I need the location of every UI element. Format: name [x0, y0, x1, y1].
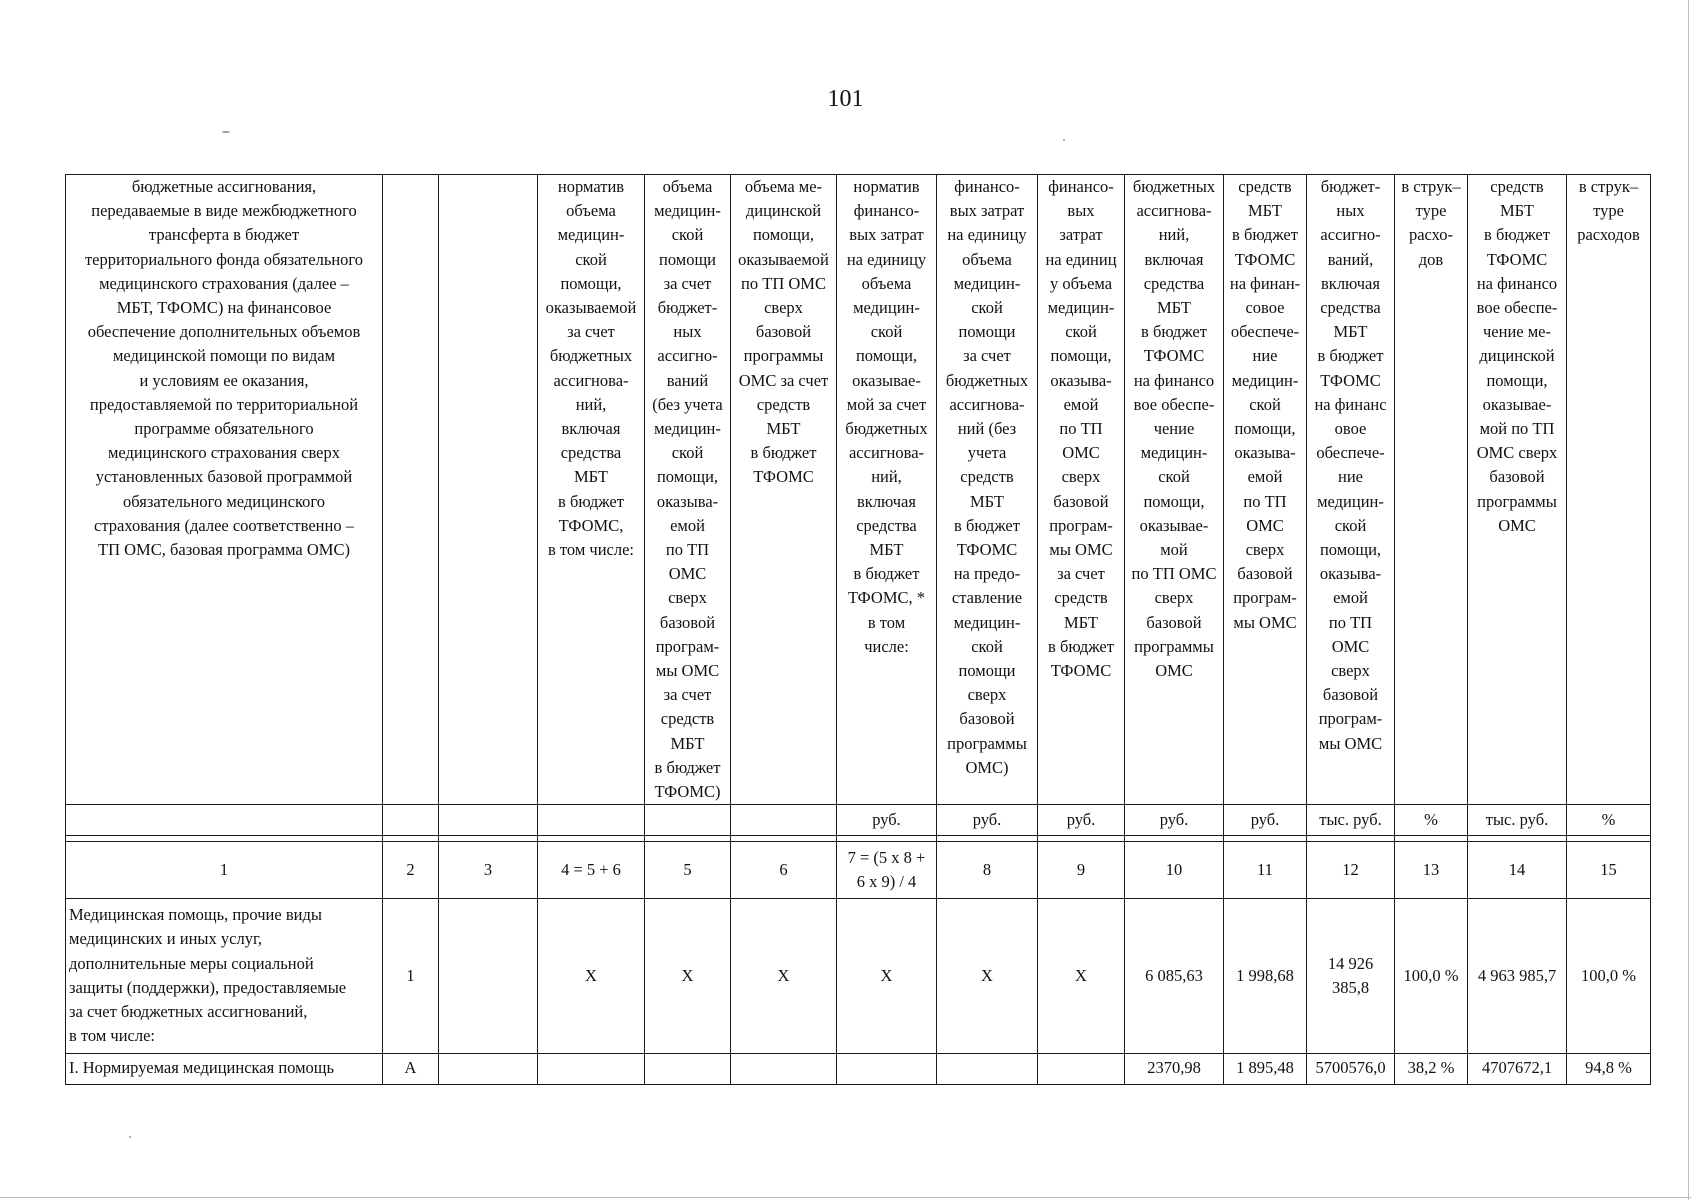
table-cell	[538, 1053, 645, 1084]
column-number: 4 = 5 + 6	[538, 842, 645, 899]
header-cell: финансо- вых затрат на единиц у объема медицин- ской помощи, оказыва- емой по ТП ОМС сверх базовой програм- мы ОМС за счет средств МБТ в бюджет ТФОМС	[1038, 175, 1125, 805]
unit-cell: %	[1395, 805, 1468, 836]
header-cell: финансо- вых затрат на единицу объема медицин- ской помощи за счет бюджетных ассигнова- ний (без учета средств МБТ в бюджет ТФОМС на предо- ставление медицин- ской помощи сверх базовой программы ОМС)	[937, 175, 1038, 805]
unit-cell: руб.	[837, 805, 937, 836]
header-cell: объема ме- дицинской помощи, оказываемой по ТП ОМС сверх базовой программы ОМС за счет средств МБТ в бюджет ТФОМС	[731, 175, 837, 805]
table-cell	[937, 1053, 1038, 1084]
column-number: 7 = (5 х 8 + 6 х 9) / 4	[837, 842, 937, 899]
column-number: 10	[1125, 842, 1224, 899]
table-cell: 1 895,48	[1224, 1053, 1307, 1084]
header-cell: средств МБТ в бюджет ТФОМС на финансо вое обеспе- чение ме- дицинской помощи, оказывае- мой по ТП ОМС сверх базовой программы ОМС	[1468, 175, 1567, 805]
header-cell: бюджетных ассигнова- ний, включая средства МБТ в бюджет ТФОМС на финансо вое обеспе- чение медицин- ской помощи, оказывае- мой по ТП ОМС сверх базовой программы ОМС	[1125, 175, 1224, 805]
scan-edge-bottom	[0, 1197, 1691, 1198]
table-cell: 5700576,0	[1307, 1053, 1395, 1084]
table-cell	[1038, 1053, 1125, 1084]
unit-cell: руб.	[1125, 805, 1224, 836]
table-cell: 14 926 385,8	[1307, 899, 1395, 1053]
table-cell: 38,2 %	[1395, 1053, 1468, 1084]
scan-speck	[1063, 139, 1065, 141]
table-cell: Х	[837, 899, 937, 1053]
unit-cell	[66, 805, 383, 836]
header-cell: в струк– туре расходов	[1567, 175, 1651, 805]
header-row	[66, 175, 1651, 805]
scan-speck	[222, 131, 230, 133]
budget-table	[65, 174, 1651, 1085]
unit-cell: тыс. руб.	[1307, 805, 1395, 836]
table-cell: 94,8 %	[1567, 1053, 1651, 1084]
column-number: 8	[937, 842, 1038, 899]
scan-edge-right	[1688, 0, 1689, 1200]
unit-cell	[731, 805, 837, 836]
header-cell: норматив финансо- вых затрат на единицу объема медицин- ской помощи, оказывае- мой за счет бюджетных ассигнова- ний, включая средства МБТ в бюджет ТФОМС, * в том числе:	[837, 175, 937, 805]
table-cell	[439, 1053, 538, 1084]
row-label: Медицинская помощь, прочие виды медицинских и иных услуг, дополнительные меры социальной защиты (поддержки), предоставляемые за счет бюджетных ассигнований, в том числе:	[66, 899, 383, 1053]
column-number: 11	[1224, 842, 1307, 899]
column-number: 6	[731, 842, 837, 899]
table-cell: 1 998,68	[1224, 899, 1307, 1053]
header-cell: бюджет- ных ассигно- ваний, включая средства МБТ в бюджет ТФОМС на финанс овое обеспече- ние медицин- ской помощи, оказыва- емой по ТП ОМС сверх базовой програм- мы ОМС	[1307, 175, 1395, 805]
unit-cell	[439, 805, 538, 836]
page-number: 101	[827, 86, 864, 112]
table-row	[66, 899, 1651, 1053]
header-cell: средств МБТ в бюджет ТФОМС на финан- совое обеспече- ние медицин- ской помощи, оказыва- емой по ТП ОМС сверх базовой програм- мы ОМС	[1224, 175, 1307, 805]
table-row	[66, 1053, 1651, 1084]
scan-speck	[129, 1136, 131, 1138]
unit-cell: руб.	[1224, 805, 1307, 836]
column-number: 1	[66, 842, 383, 899]
unit-cell: руб.	[937, 805, 1038, 836]
unit-cell	[538, 805, 645, 836]
table-cell: 4 963 985,7	[1468, 899, 1567, 1053]
table-cell	[837, 1053, 937, 1084]
table-cell	[731, 1053, 837, 1084]
table-cell: А	[383, 1053, 439, 1084]
unit-cell	[645, 805, 731, 836]
column-number: 15	[1567, 842, 1651, 899]
header-cell	[383, 175, 439, 805]
table-cell: 2370,98	[1125, 1053, 1224, 1084]
column-number: 12	[1307, 842, 1395, 899]
column-number: 14	[1468, 842, 1567, 899]
column-number: 13	[1395, 842, 1468, 899]
header-cell: в струк– туре расхо- дов	[1395, 175, 1468, 805]
table-cell: Х	[645, 899, 731, 1053]
column-number: 3	[439, 842, 538, 899]
row-label: I. Нормируемая медицинская помощь	[66, 1053, 383, 1084]
header-cell: объема медицин- ской помощи за счет бюджет- ных ассигно- ваний (без учета медицин- ской помощи, оказыва- емой по ТП ОМС сверх базовой програм- мы ОМС за счет средств МБТ в бюджет ТФОМС)	[645, 175, 731, 805]
units-row	[66, 805, 1651, 836]
column-number: 9	[1038, 842, 1125, 899]
table-cell: 1	[383, 899, 439, 1053]
column-numbers-row	[66, 842, 1651, 899]
table-cell: 100,0 %	[1567, 899, 1651, 1053]
column-number: 5	[645, 842, 731, 899]
table-cell: Х	[1038, 899, 1125, 1053]
header-cell	[439, 175, 538, 805]
unit-cell: руб.	[1038, 805, 1125, 836]
table-cell: 100,0 %	[1395, 899, 1468, 1053]
header-cell: норматив объема медицин- ской помощи, оказываемой за счет бюджетных ассигнова- ний, включая средства МБТ в бюджет ТФОМС, в том числе:	[538, 175, 645, 805]
table-cell: Х	[937, 899, 1038, 1053]
table-cell: Х	[731, 899, 837, 1053]
header-cell-description: бюджетные ассигнования, передаваемые в виде межбюджетного трансферта в бюджет территориального фонда обязательного медицинского страхования (далее – МБТ, ТФОМС) на финансовое обеспечение дополнительных объемов медицинской помощи по видам и условиям ее оказания, предоставляемой по территориальной программе обязательного медицинского страхования сверх установленных базовой программой обязательного медицинского страхования (далее соответственно – ТП ОМС, базовая программа ОМС)	[66, 175, 383, 805]
table-cell: 4707672,1	[1468, 1053, 1567, 1084]
unit-cell	[383, 805, 439, 836]
table-cell	[439, 899, 538, 1053]
column-number: 2	[383, 842, 439, 899]
unit-cell: %	[1567, 805, 1651, 836]
table-cell	[645, 1053, 731, 1084]
table-cell: 6 085,63	[1125, 899, 1224, 1053]
table-cell: Х	[538, 899, 645, 1053]
unit-cell: тыс. руб.	[1468, 805, 1567, 836]
